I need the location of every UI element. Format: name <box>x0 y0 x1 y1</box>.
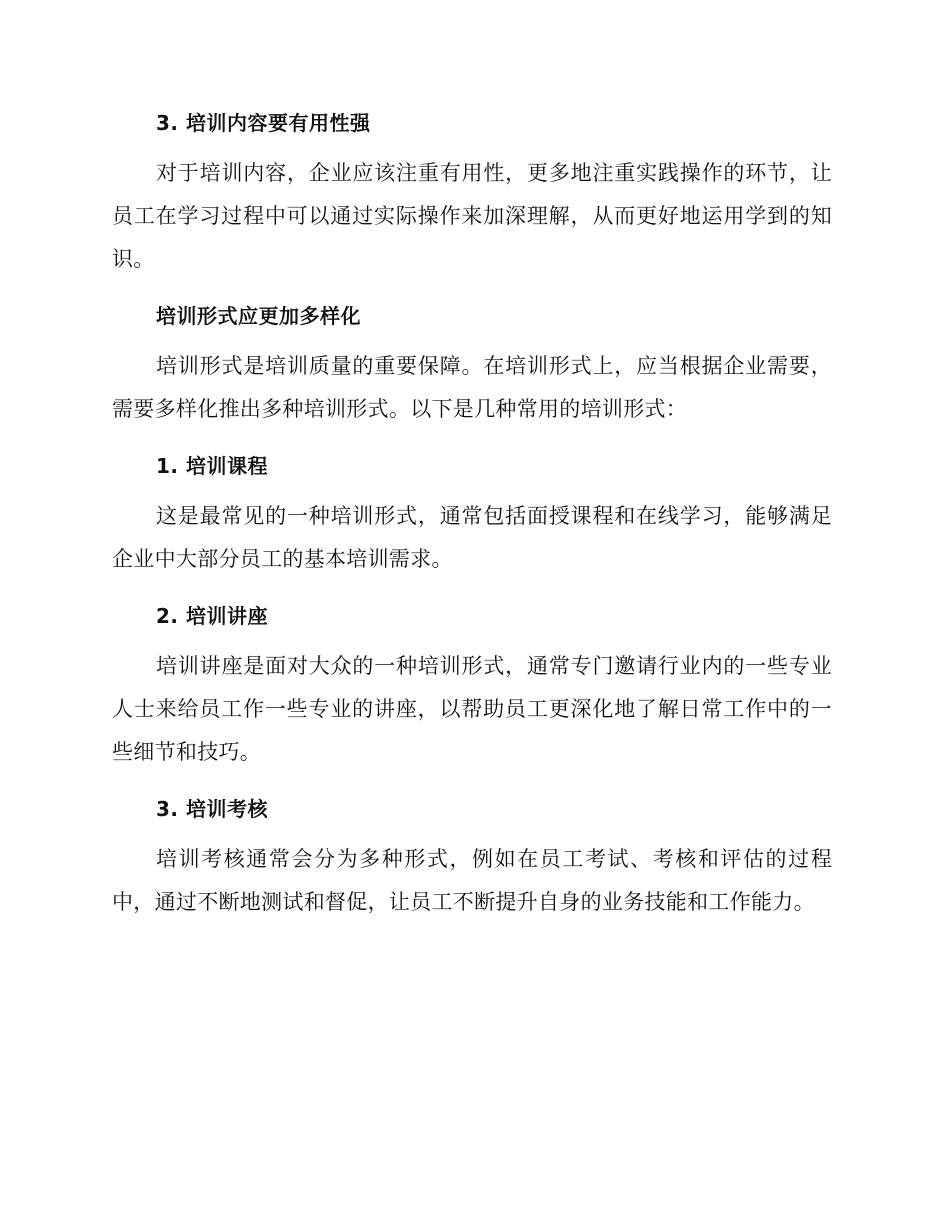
section-heading: 培训形式应更加多样化 <box>156 304 361 328</box>
section-paragraph: 对于培训内容，企业应该注重有用性，更多地注重实践操作的环节，让员工在学习过程中可以通过实际操作来加深理解，从而更好地运用学到的知识。 <box>112 161 832 271</box>
section-heading: 3. 培训内容要有用性强 <box>156 111 371 135</box>
section-paragraph: 培训讲座是面对大众的一种培训形式，通常专门邀请行业内的一些专业人士来给员工作一些专业的讲座，以帮助员工更深化地了解日常工作中的一些细节和技巧。 <box>112 654 832 764</box>
section-heading: 3. 培训考核 <box>156 797 268 821</box>
section-paragraph: 培训形式是培训质量的重要保障。在培训形式上，应当根据企业需要，需要多样化推出多种培训形式。以下是几种常用的培训形式： <box>112 354 832 421</box>
section-paragraph: 这是最常见的一种培训形式，通常包括面授课程和在线学习，能够满足企业中大部分员工的基本培训需求。 <box>112 504 832 571</box>
document-page <box>112 108 832 944</box>
section-heading: 1. 培训课程 <box>156 454 268 478</box>
section-paragraph: 培训考核通常会分为多种形式，例如在员工考试、考核和评估的过程中，通过不断地测试和督促，让员工不断提升自身的业务技能和工作能力。 <box>112 847 832 914</box>
section-heading: 2. 培训讲座 <box>156 604 268 628</box>
